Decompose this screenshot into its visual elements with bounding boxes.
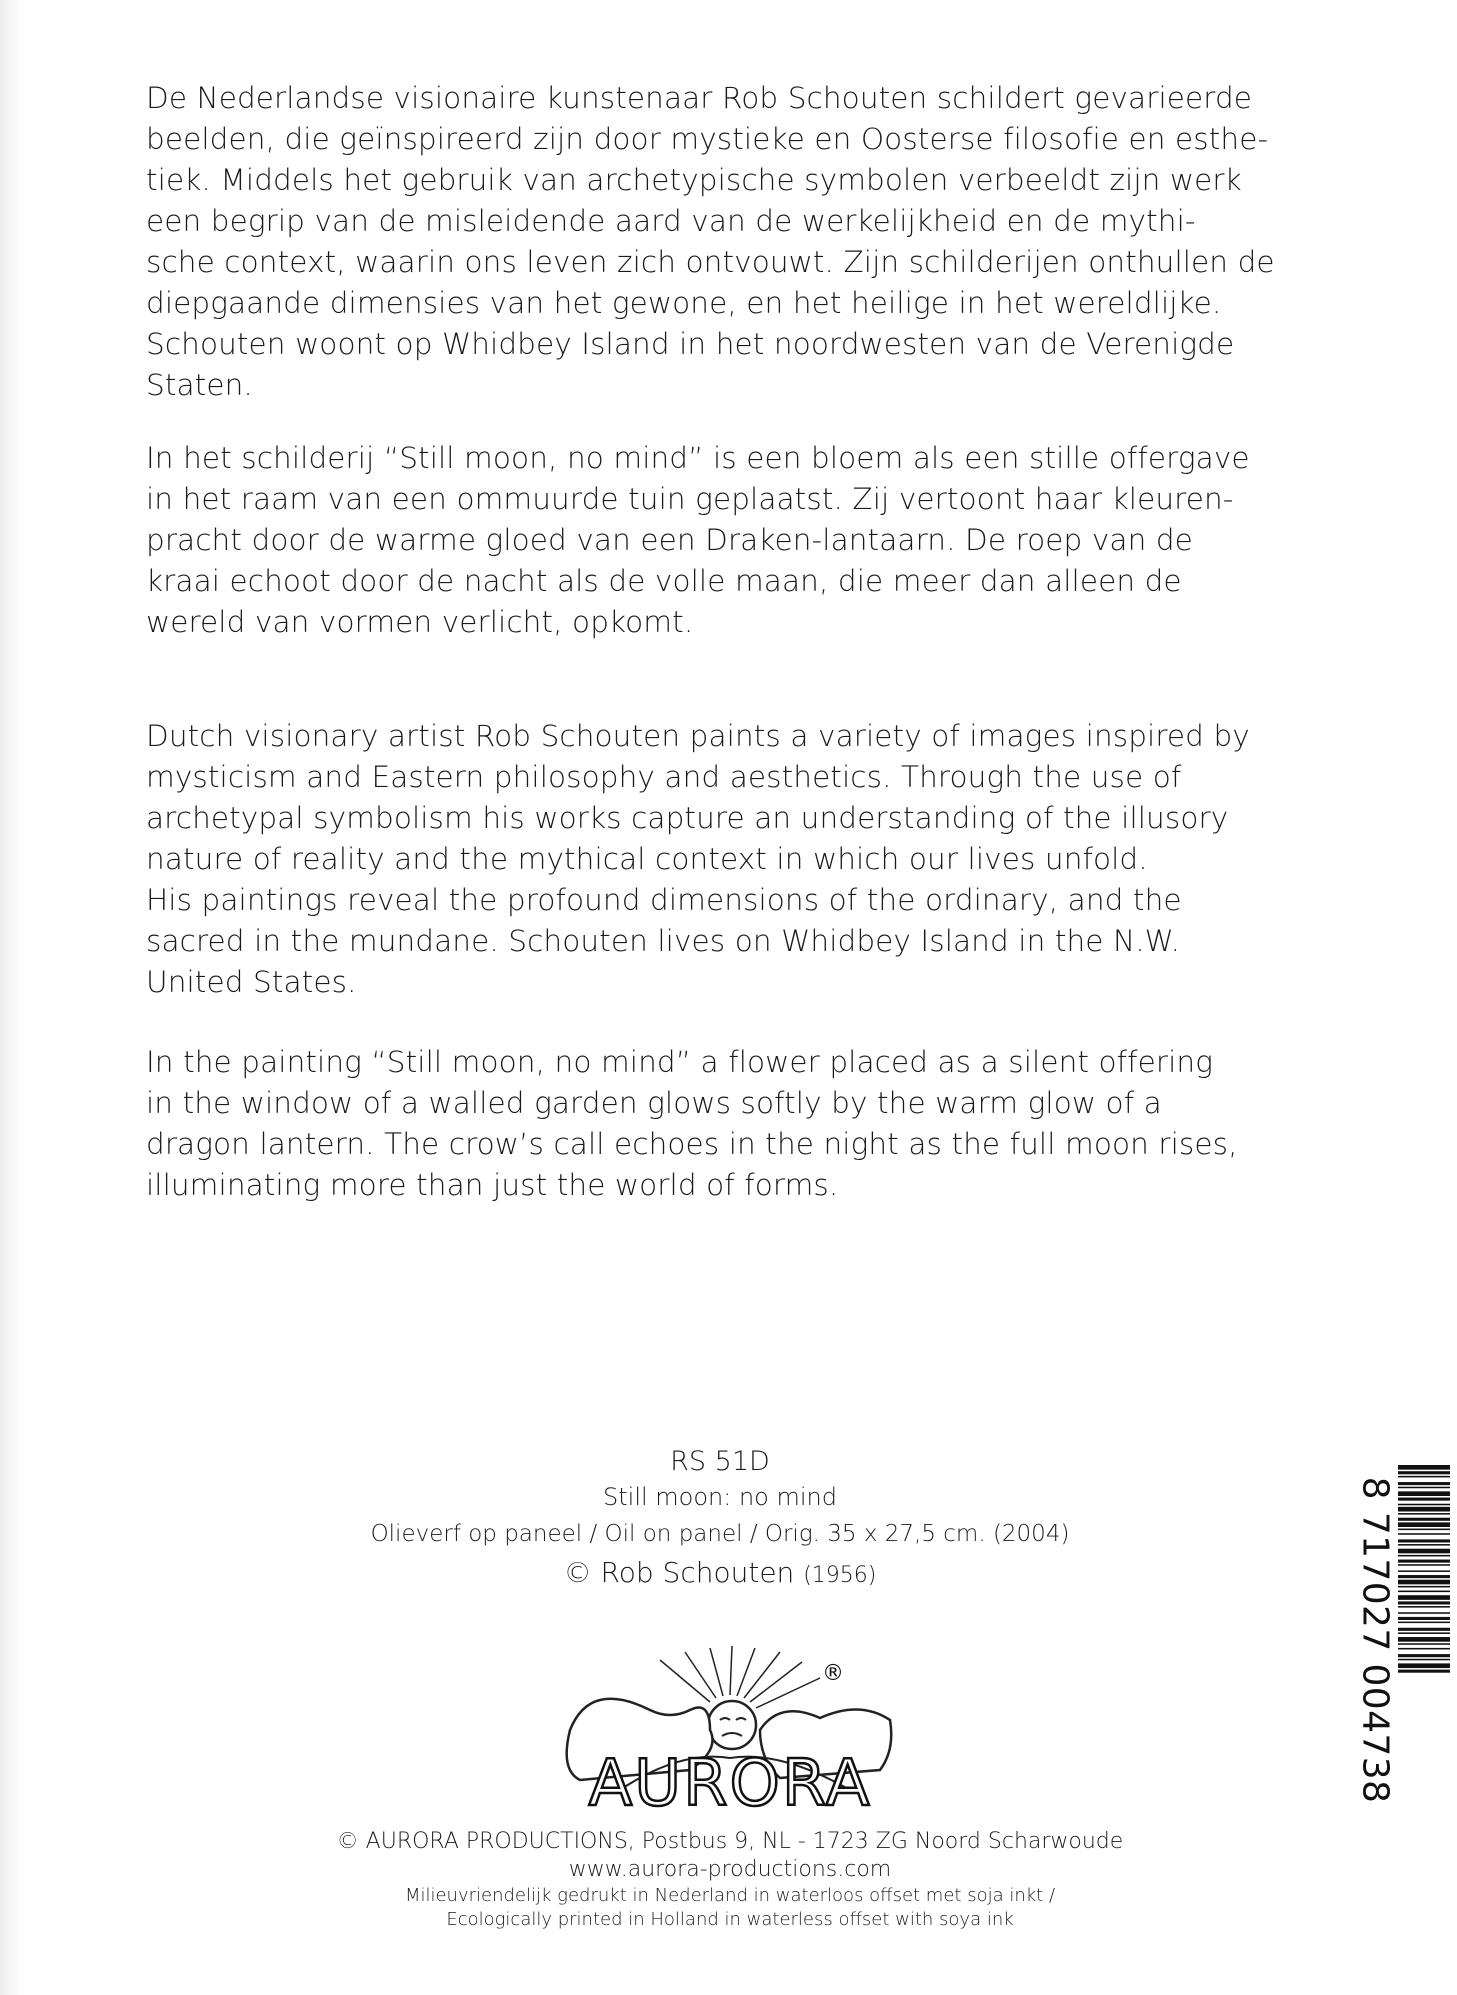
text-line: tiek. Middels het gebruik van archetypische symbolen verbeeldt zijn werk [146, 163, 1242, 197]
barcode-bar [1398, 1575, 1450, 1578]
barcode-bar [1398, 1518, 1450, 1521]
text-line: kraai echoot door de nacht als de volle maan, die meer dan alleen de [146, 564, 1182, 598]
publisher-website[interactable]: www.aurora-productions.com [568, 1857, 892, 1882]
logo-wordmark: AURORA [588, 1747, 872, 1820]
barcode-bar [1398, 1549, 1450, 1554]
barcode-bar [1398, 1539, 1450, 1542]
text-line: Dutch visionary artist Rob Schouten paints a variety of images inspired by [146, 719, 1250, 753]
barcode-bar [1398, 1617, 1450, 1620]
barcode-bar [1398, 1476, 1450, 1478]
barcode-bar [1398, 1555, 1450, 1557]
text-line: Schouten woont op Whidbey Island in het noordwesten van de Verenigde [146, 327, 1235, 361]
text-line: archetypal symbolism his works capture an understanding of the illusory [146, 801, 1229, 835]
barcode-bar [1398, 1606, 1450, 1608]
registered-mark: ® [822, 1661, 844, 1686]
artist-copyright-text: © Rob Schouten [563, 1556, 795, 1589]
barcode-bar [1398, 1564, 1450, 1566]
sun-icon [708, 1701, 756, 1749]
barcode-bar [1398, 1659, 1450, 1661]
text-line: wereld van vormen verlicht, opkomt. [146, 605, 694, 639]
english-paragraph-1 [146, 716, 1376, 1003]
barcode-bar [1398, 1570, 1450, 1572]
barcode-bar [1398, 1522, 1450, 1527]
dutch-paragraph-1 [146, 78, 1376, 406]
barcode-bar [1398, 1586, 1450, 1588]
text-line: In het schilderij “Still moon, no mind” is een bloem als een stille offergave [146, 441, 1250, 475]
barcode-bar [1398, 1544, 1450, 1546]
barcode-bar [1398, 1591, 1450, 1593]
text-line: mysticism and Eastern philosophy and aesthetics. Through the use of [146, 760, 1182, 794]
barcode-bar [1398, 1471, 1450, 1474]
barcode-bar [1398, 1507, 1450, 1512]
barcode-bar [1398, 1622, 1450, 1624]
barcode-bar [1398, 1601, 1450, 1604]
artwork-code: RS 51D [670, 1446, 770, 1477]
text-line: nature of reality and the mythical context in which our lives unfold. [146, 842, 1148, 876]
barcode-bar [1398, 1643, 1450, 1645]
barcode-bar [1398, 1487, 1450, 1489]
text-line: In the painting “Still moon, no mind” a flower placed as a silent offering [146, 1045, 1214, 1079]
text-line: in the window of a walled garden glows softly by the warm glow of a [146, 1086, 1162, 1120]
barcode-bar [1398, 1663, 1450, 1668]
card-edge-shadow [0, 0, 22, 1995]
text-line: sche context, waarin ons leven zich ontvouwt. Zijn schilderijen onthullen de [146, 245, 1275, 279]
english-paragraph-2 [146, 1042, 1376, 1206]
text-line: diepgaande dimensies van het gewone, en het heilige in het wereldlijke. [146, 286, 1222, 320]
barcode-bar [1398, 1533, 1450, 1535]
barcode-bar [1398, 1465, 1450, 1470]
barcode-bar [1398, 1612, 1450, 1614]
barcode-bar [1398, 1560, 1450, 1563]
text-line: dragon lantern. The crow’s call echoes in the night as the full moon rises, [146, 1127, 1238, 1161]
barcode-bar [1398, 1504, 1450, 1506]
barcode-bar [1398, 1491, 1450, 1496]
artwork-title: Still moon: no mind [603, 1483, 837, 1511]
barcode-bar [1398, 1482, 1450, 1485]
barcode-bar [1398, 1513, 1450, 1515]
publisher-address: © AURORA PRODUCTIONS, Postbus 9, NL - 1723 ZG Noord Scharwoude [336, 1829, 1124, 1854]
barcode-bar [1398, 1648, 1450, 1650]
barcode-bar [1398, 1637, 1450, 1642]
barcode-bar [1398, 1595, 1450, 1600]
text-line: His paintings reveal the profound dimensions of the ordinary, and the [146, 883, 1182, 917]
print-note-english: Ecologically printed in Holland in waterless offset with soya ink [446, 1909, 1014, 1930]
barcode-bar [1398, 1529, 1450, 1531]
text-line: Staten. [146, 368, 253, 402]
sun-rays-icon [660, 1646, 820, 1708]
barcode-bar [1398, 1632, 1450, 1634]
barcode-bar [1398, 1498, 1450, 1501]
print-note-dutch: Milieuvriendelijk gedrukt in Nederland in waterloos offset met soja inkt / [404, 1885, 1056, 1906]
artist-copyright [300, 1556, 1140, 1593]
barcode-bar [1398, 1670, 1450, 1673]
barcode-bar [1398, 1654, 1450, 1657]
text-line: De Nederlandse visionaire kunstenaar Rob Schouten schildert gevarieerde [146, 81, 1253, 115]
text-line: pracht door de warme gloed van een Draken-lantaarn. De roep van de [146, 523, 1193, 557]
text-line: illuminating more than just the world of forms. [146, 1168, 839, 1202]
text-line: beelden, die geïnspireerd zijn door mystieke en Oosterse filosofie en esthe- [146, 122, 1269, 156]
text-line: in het raam van een ommuurde tuin geplaatst. Zij vertoont haar kleuren- [146, 482, 1234, 516]
barcode-bar [1398, 1580, 1450, 1585]
barcode-bar [1398, 1628, 1450, 1631]
artist-birth-year: (1956) [803, 1563, 877, 1588]
dutch-paragraph-2 [146, 438, 1376, 643]
text-line: United States. [146, 965, 357, 999]
artwork-medium: Olieverf op paneel / Oil on panel / Orig. 35 x 27,5 cm. (2004) [370, 1521, 1070, 1547]
aurora-logo [560, 1640, 900, 1820]
barcode-digits: 8 717027 004738 [1354, 1476, 1396, 1804]
text-line: een begrip van de misleidende aard van de werkelijkheid en de mythi- [146, 204, 1196, 238]
text-line: sacred in the mundane. Schouten lives on Whidbey Island in the N.W. [146, 924, 1181, 958]
